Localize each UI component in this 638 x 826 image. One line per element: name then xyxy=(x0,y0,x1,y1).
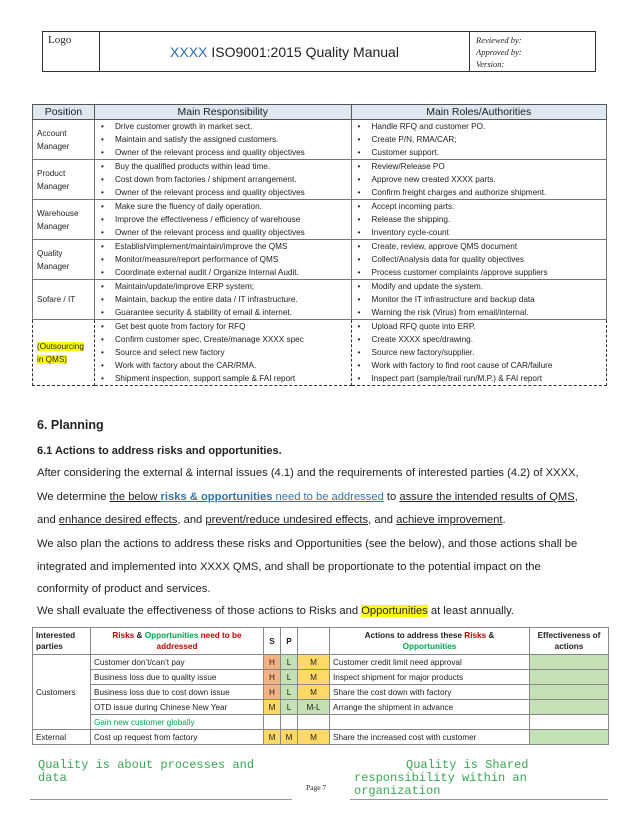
section-heading: 6. Planning xyxy=(37,418,104,432)
text-run: organization xyxy=(354,784,441,798)
text-run: achieve improvement xyxy=(396,514,503,526)
probability-cell: L xyxy=(281,700,298,715)
list-item: • Confirm freight charges and authorize shipment. xyxy=(352,186,607,199)
list-item: • Owner of the relevant process and quality objectives xyxy=(95,186,351,199)
position-cell: Account Manager xyxy=(33,120,95,160)
severity-cell: H xyxy=(264,670,281,685)
table-row xyxy=(33,715,609,730)
review-meta xyxy=(470,32,595,71)
document-header xyxy=(42,31,596,72)
list-item: • Monitor/measure/report performance of QMS xyxy=(95,253,351,266)
rating-cell: M xyxy=(298,655,330,670)
text-run: prevent/reduce undesired effects xyxy=(205,514,369,526)
text-run: Opportunities xyxy=(361,605,428,617)
footer-slogan-left xyxy=(38,759,254,785)
text-run: data xyxy=(38,771,67,785)
text-run: Quality is Shared xyxy=(406,758,529,772)
list-item: • Create, review, approve QMS document xyxy=(352,240,607,253)
list-item: • Inventory cycle-count xyxy=(352,226,607,239)
action-cell: Share the cost down with factory xyxy=(330,685,530,700)
table-row xyxy=(33,730,609,745)
risk-item: Cost up request from factory xyxy=(91,730,264,745)
list-item: • Guarantee security & stability of email & internet. xyxy=(95,306,351,319)
position-cell: Sofare / IT xyxy=(33,280,95,320)
col-parties: Interested parties xyxy=(33,628,91,655)
list-item: • Drive customer growth in market sect. xyxy=(95,120,351,133)
paragraph-line xyxy=(37,600,514,623)
text-run: . xyxy=(502,514,506,526)
rating-cell: M xyxy=(298,730,330,745)
footer-divider-right xyxy=(350,799,608,800)
opportunity-item: Gain new customer globally xyxy=(91,715,264,730)
list-item: • Upload RFQ quote into ERP. xyxy=(352,320,607,333)
table-row xyxy=(33,160,607,200)
page-number: Page 7 xyxy=(306,783,327,792)
col-responsibility: Main Responsibility xyxy=(94,105,351,120)
table-row xyxy=(33,655,609,670)
col-position: Position xyxy=(33,105,95,120)
table-row xyxy=(33,700,609,715)
effectiveness-cell xyxy=(530,655,609,670)
list-item: • Make sure the fluency of daily operation. xyxy=(95,200,351,213)
version: Version: xyxy=(476,59,505,69)
list-item: • Confirm customer spec, Create/manage XXXX spec xyxy=(95,333,351,346)
text-run: , xyxy=(574,491,578,503)
severity-cell: H xyxy=(264,685,281,700)
col-risks xyxy=(91,628,264,655)
table-row xyxy=(33,240,607,280)
footer-divider-left xyxy=(30,799,292,800)
risk-table xyxy=(32,627,609,745)
list-item: • Establish/implement/maintain/improve the QMS xyxy=(95,240,351,253)
list-item: • Modify and update the system. xyxy=(352,280,607,293)
text-run: , and xyxy=(368,514,397,526)
paragraph-line xyxy=(37,486,578,509)
text-run: to xyxy=(383,491,400,503)
list-item: • Shipment inspection, support sample & FAI report xyxy=(95,372,351,385)
severity-cell: M xyxy=(264,700,281,715)
effectiveness-cell xyxy=(530,700,609,715)
list-item: • Cost down from factories / shipment arrangement. xyxy=(95,173,351,186)
reviewed-by: Reviewed by: xyxy=(476,35,522,45)
action-cell: Customer credit limit need approval xyxy=(330,655,530,670)
text-run: enhance desired effects xyxy=(58,514,178,526)
text-run: , and xyxy=(177,514,206,526)
position-cell: Warehouse Manager xyxy=(33,200,95,240)
table-row xyxy=(33,200,607,240)
probability-cell: M xyxy=(281,730,298,745)
risk-item: Customer don’t/can’t pay xyxy=(91,655,264,670)
probability-cell: L xyxy=(281,685,298,700)
text-run: We determine xyxy=(37,491,110,503)
list-item: • Get best quote from factory for RFQ xyxy=(95,320,351,333)
risk-item: Business loss due to quality issue xyxy=(91,670,264,685)
paragraph-line: integrated and implemented into XXXX QMS, and shall be proportionate to the potential impact on the xyxy=(37,561,541,573)
document-title xyxy=(100,32,470,71)
rating-cell: M-L xyxy=(298,700,330,715)
effectiveness-cell xyxy=(530,730,609,745)
text-run: need to be addressed xyxy=(156,631,242,651)
severity-cell: M xyxy=(264,730,281,745)
paragraph-line: We also plan the actions to address these risks and Opportunities (see the below), and those actions shall be xyxy=(37,538,578,550)
text-run: Opportunities xyxy=(144,631,199,640)
rating-cell: M xyxy=(298,670,330,685)
text-run: and xyxy=(37,514,59,526)
text-run: responsibility within an xyxy=(354,771,527,785)
risk-item: Business loss due to cost down issue xyxy=(91,685,264,700)
list-item: • Release the shipping. xyxy=(352,213,607,226)
table-row xyxy=(33,670,609,685)
list-item: • Review/Release PO xyxy=(352,160,607,173)
col-s: S xyxy=(264,628,281,655)
list-item: • Monitor the IT infrastructure and backup data xyxy=(352,293,607,306)
text-run: assure the intended results of QMS xyxy=(399,491,575,503)
list-item: • Customer support. xyxy=(352,146,607,159)
list-item: • Create XXXX spec/drawing. xyxy=(352,333,607,346)
position-cell: Product Manager xyxy=(33,160,95,200)
text-run: need to be addressed xyxy=(272,491,384,503)
probability-cell: L xyxy=(281,655,298,670)
list-item: • Accept incoming parts. xyxy=(352,200,607,213)
title-prefix: XXXX xyxy=(170,43,208,60)
action-cell: Share the increased cost with customer xyxy=(330,730,530,745)
list-item: • Create P/N, RMA/CAR; xyxy=(352,133,607,146)
list-item: • Maintain, backup the entire data / IT infrastructure. xyxy=(95,293,351,306)
text-run: Risks xyxy=(112,631,135,640)
paragraph-line: conformity of product and services. xyxy=(37,583,211,595)
list-item: • Process customer complaints /approve suppliers xyxy=(352,266,607,279)
list-item: • Approve new created XXXX parts. xyxy=(352,173,607,186)
paragraph-line: After considering the external & internal issues (4.1) and the requirements of interested parties (4.2) of XXXX, xyxy=(37,467,579,479)
effectiveness-cell xyxy=(530,670,609,685)
list-item: • Buy the qualified products within lead time. xyxy=(95,160,351,173)
text-run: We shall evaluate the effectiveness of those actions to Risks and xyxy=(37,605,362,617)
col-p: P xyxy=(281,628,298,655)
responsibility-table xyxy=(32,104,607,386)
text-run: the below xyxy=(109,491,161,503)
logo-placeholder: Logo xyxy=(43,32,100,71)
position-cell xyxy=(33,320,95,386)
table-row-outsourcing xyxy=(33,320,607,386)
text-run: at least annually. xyxy=(427,605,515,617)
party-cell: External xyxy=(33,730,91,745)
text-run: Opportunities xyxy=(402,642,457,651)
table-row xyxy=(33,685,609,700)
col-r xyxy=(298,628,330,655)
outsourcing-label: (Outsourcing in QMS) xyxy=(37,341,84,364)
list-item: • Source and select new factory xyxy=(95,346,351,359)
footer-slogan-right xyxy=(354,759,528,798)
table-row xyxy=(33,120,607,160)
action-cell: Arrange the shipment in advance xyxy=(330,700,530,715)
list-item: • Handle RFQ and customer PO. xyxy=(352,120,607,133)
text-run: & xyxy=(134,631,145,640)
list-item: • Inspect part (sample/trail run/M.P.) & FAI report xyxy=(352,372,607,385)
text-run: Risks xyxy=(464,631,487,640)
risk-item: OTD issue during Chinese New Year xyxy=(91,700,264,715)
col-roles: Main Roles/Authorities xyxy=(351,105,607,120)
table-row xyxy=(33,280,607,320)
party-cell: Customers xyxy=(33,655,91,730)
list-item: • Owner of the relevant process and quality objectives xyxy=(95,146,351,159)
list-item: • Maintain and satisfy the assigned customers. xyxy=(95,133,351,146)
action-cell: Inspect shipment for major products xyxy=(330,670,530,685)
paragraph-line xyxy=(37,509,506,532)
title-text: ISO9001:2015 Quality Manual xyxy=(211,43,399,60)
list-item: • Owner of the relevant process and quality objectives xyxy=(95,226,351,239)
position-cell: Quality Manager xyxy=(33,240,95,280)
text-run: Quality is about processes and xyxy=(38,758,255,772)
col-effectiveness: Effectiveness of actions xyxy=(530,628,609,655)
text-run: Actions to address these xyxy=(364,631,465,640)
probability-cell: L xyxy=(281,670,298,685)
severity-cell: H xyxy=(264,655,281,670)
col-actions xyxy=(330,628,530,655)
effectiveness-cell xyxy=(530,685,609,700)
list-item: • Improve the effectiveness / efficiency of warehouse xyxy=(95,213,351,226)
list-item: • Coordinate external audit / Organize Internal Audit. xyxy=(95,266,351,279)
list-item: • Warning the risk (Virus) from email/internal. xyxy=(352,306,607,319)
list-item: • Maintain/update/improve ERP system; xyxy=(95,280,351,293)
text-run: risks & opportunities xyxy=(160,491,273,503)
list-item: • Collect/Analysis data for quality objectives xyxy=(352,253,607,266)
list-item: • Source new factory/supplier. xyxy=(352,346,607,359)
rating-cell: M xyxy=(298,685,330,700)
subsection-heading: 6.1 Actions to address risks and opportunities. xyxy=(37,445,282,457)
text-run: & xyxy=(486,631,495,640)
approved-by: Approved by: xyxy=(476,47,522,57)
list-item: • Work with factory to find root cause of CAR/failure xyxy=(352,359,607,372)
list-item: • Work with factory about the CAR/RMA. xyxy=(95,359,351,372)
